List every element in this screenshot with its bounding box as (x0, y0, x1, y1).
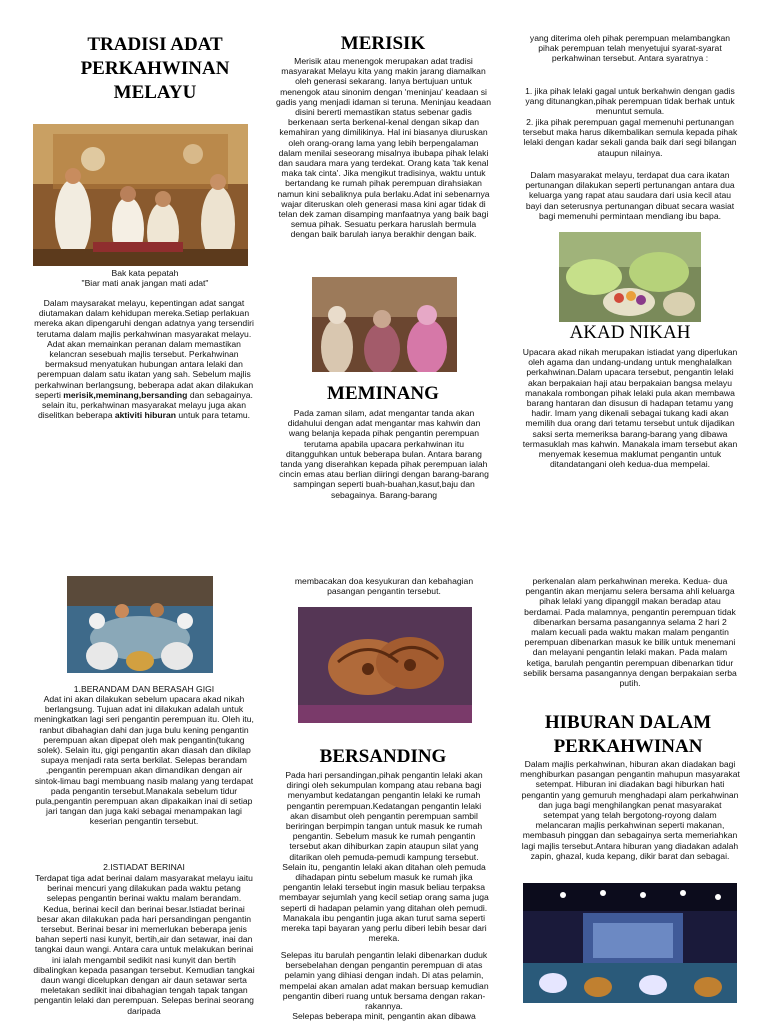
intro-text-d: untuk para tetamu. (176, 410, 251, 421)
berandam-ceremony-photo (67, 576, 213, 673)
henna-hands-photo (298, 607, 472, 723)
bersanding-paragraph-3: Selepas beberapa minit, pengantin akan dibawa (292, 1011, 476, 1021)
wedding-couple-photo (33, 124, 248, 266)
hiburan-title: HIBURAN DALAM PERKAHWINAN (544, 712, 712, 757)
hantaran-gifts-photo (559, 232, 701, 322)
main-title: TRADISI ADAT PERKAHWINAN MELAYU (80, 34, 230, 103)
berinai-heading: 2.ISTIADAT BERINAI (103, 862, 185, 872)
hiburan-paragraph: Dalam majlis perkahwinan, hiburan akan diadakan bagi menghiburkan pasangan pengantin mahupun masyarakat setempat. Hiburan ini diadakan bagi hiburkan hati pengantin yang gemuruh menghadapi alam perkahwinan dan juga bagi menghilangkan penat masyarakat setempat yang telah bergotong-royong dalam melancaran majlis perkahwinan seperti makanan, membasuh pinggan dan sebagainya serta memeriahkan lagi majlis tersebut.Antara hiburan yang diadakan adalah zapin, ghazal, kuda kepang, dikir barat dan sebagai. (520, 759, 740, 861)
caption-quote: "Biar mati anak jangan mati adat" (81, 278, 209, 289)
reception-hall-photo (523, 883, 737, 1003)
intro-text-a: Dalam maysarakat melayu, kepentingan adat sangat diutamakan dalam kehidupan mereka.Setiap perlakuan mereka akan dipengaruhi dengan adatnya yang tersendiri terutama dalam majlis perkahwinan masyarakat melayu. Adat akan memainkan peranan dalam memastikan kelancran sesebuah majlis tersebut. Perkahwinan bermaksud menyatukan hubungan antara lelaki dan perempuan dalam satu ikatan yang sah. Sebelum majlis perkahwinan berlangsung, beberapa adat akan dilakukan seperti (34, 298, 254, 400)
syarat-rule-2: 2. jika pihak perempuan gagal memenuhi pertunangan tersebut maka harus dikembalikan semula kepada pihak lelaki dengan kadar sekali ganda baik dari segi bilangan ataupun nilainya. (522, 117, 738, 158)
meminang-title: MEMINANG (327, 383, 439, 404)
meminang-paragraph: Pada zaman silam, adat mengantar tanda akan didahului dengan adat mengantar mas kahwin dan wang belanja kepada pihak pengantin perempuan terutama apabila upacara perkahwinan itu ditangguhkan untuk beberapa bulan. Antara barang tanda yang diserahkan kepada pihak perempuan ialah cincin emas atau berlian diiringi dengan barang-barang sampingan seperti buah-buahan,kasut,baju dan sebagainya. Barang-barang (279, 408, 489, 500)
bersanding-paragraph-1: Pada hari persandingan,pihak pengantin lelaki akan diringi oleh sekumpulan kompang atau rebana bagi menyambut kedatangan pengantin lelaki ke rumah pengantin perempuan.Kedatangan pengantin lelaki akan disambut oleh pengantin perempuan sambil beriringan berpimpin tangan untuk masuk ke rumah pengantin. Sebelum masuk ke rumah pengantin tersebut akan dihiburkan zapin ataupun silat yang ditarikan oleh pemuda-pemudi kampung tersebut. Selain itu, pengantin lelaki akan ditahan oleh pemuda dihadapan pintu sebelum masuk ke rumah jika pengantin lelaki tersebut ingin masuk beliau terpaksa membayar sejumlah yang kecil setiap orang sama juga seperti di hadapan pelamin yang ditahan oleh pemudi. Manakala ibu pengantin juga akan turut sama seperti mereka tapi bayaran yang perlu diberi lebih besar dari mereka. (279, 770, 489, 944)
photo-caption (40, 268, 250, 288)
intro-text-c: dan sebagainya. selain itu, perkahwinan masyarakat melayu juga akan diselitkan beberapa (37, 389, 253, 421)
berandam-heading: 1.BERANDAM DAN BERASAH GIGI (73, 684, 215, 694)
akad-nikah-title: AKAD NIKAH (569, 322, 691, 343)
caption-line: Bak kata pepatah (111, 268, 179, 278)
bersanding-paragraph-2: Selepas itu barulah pengantin lelaki dibenarkan duduk bersebelahan dengan pengantin perempuan di atas pelamin yang dihiasi dengan indah. Di atas pelamin, mempelai akan amalan adat makan bersuap kemudian pengantin diberi ruang untuk bersama dengan rakan-rakannya. (279, 950, 489, 1012)
pertunangan-paragraph: Dalam masyarakat melayu, terdapat dua cara ikatan pertunangan dilakukan seperti pertunangan antara dua keluarga yang rapat atau saudara dari usia kecil atau bayi dan seterusnya pertunangan dibuat secara wasiat bagi memenuhi permintaan mendiang ibu bapa. (525, 170, 735, 221)
merisik-title: MERISIK (340, 33, 426, 54)
syarat-intro: yang diterima oleh pihak perempuan melambangkan pihak perempuan telah menyetujui syarat-syarat perkahwinan tersebut. Antara syaratnya : (529, 33, 731, 64)
syarat-rule-1: 1. jika pihak lelaki gagal untuk berkahwin dengan gadis yang ditunangkan,pihak perempuan tidak berhak untuk menuntut semula. (525, 86, 735, 117)
merisik-paragraph: Merisik atau menengok merupakan adat tradisi masyarakat Melayu kita yang makin jarang diamalkan oleh generasi sekarang. Ianya bertujuan untuk menengok atau sinonim dengan 'meninjau' keadaan si gadis yang menjadi idaman si teruna. Meninjau keadaan disini bererti memastikan status sebenar gadis berkenaan serta berkenal-kenal dengan sikap dan kemahiran yang dimilikinya. Hal ini biasanya diuruskan oleh orang-orang lama yang lebih berpengalaman dalam menilai seseorang misalnya ibubapa pihak lelaki dan saudara mara yang terdekat. Orang kata 'tak kenal maka tak cinta'. Jika mengikut tradisinya, waktu untuk bertandang ke rumah pihak perempuan dirahsiakan namun kini sebaliknya pula berlaku.Adat ini sebenarnya wajar diteruskan oleh generasi masa kini agar tidak di telan dek zaman disamping manfaatnya yang baik bagi semua pihak. Sesuatu perkara haruslah bermula dengan baik barulah ianya berakhir dengan baik. (276, 56, 491, 240)
doa-intro: membacakan doa kesyukuran dan kebahagian pasangan pengantin tersebut. (294, 576, 474, 597)
bersanding-title: BERSANDING (319, 746, 447, 767)
intro-paragraph (33, 298, 255, 420)
intro-bold-hiburan: aktiviti hiburan (114, 410, 176, 421)
akad-nikah-paragraph: Upacara akad nikah merupakan istiadat yang diperlukan oleh agama dan undang-undang untuk menghalalkan perkahwinan.Dalam upacara tersebut, pengantin lelaki akan berpakaian haji atau berpakaian bangsa melayu manakala rombongan pihak lelaki pula akan membawa barang hantaran dan disusun di hadapan tetamu yang hadir. Imam yang dikenali sebagai tukang kadi akan memilih dua orang dari tetamu tersebut untuk dijadikan saksi serta memeriksa barang-barang yang dibawa termasuklah mas kahwin. Manakala imam tersebut akan menyemak kesemua maklumat pengantin untuk ditandatangani oleh kedua-dua mempelai. (522, 347, 738, 470)
berinai-paragraph: Terdapat tiga adat berinai dalam masyarakat melayu iaitu berinai mencuri yang dilakukan pada waktu petang selepas pengantin berinai waktu malam berandam. Kedua, berinai kecil dan berinai besar.Istiadat berinai besar akan dilakukan pada hari persandingan pengantin tersebut. Berinai besar ini memerlukan beberapa jenis bahan seperti nasi kunyit, bertih,air dan setawar, inai dan tangkai daun wangi. Antara cara untuk melakukan berinai ini ialah mengambil sedikit nasi kunyit dan bertih dibalingkan kepada pasangan tersebut. Kemudian tangkai daun wangi dicelupkan dengan air daun setawar serta meletakan sedikit inai dibahagian tengah tapak tangan pengantin lelaki dan perempuan. Selepas berinai seorang daripada (33, 873, 255, 1016)
makan-beradap-paragraph: perkenalan alam perkahwinan mereka. Kedua- dua pengantin akan menjamu selera bersama ahli keluarga pihak lelaki yang dipanggil makan beradap atau berdamai. Pada malamnya, pengantin perempuan tidak dibenarkan bersama pasangannya selama 2 hari 2 malam kecuali pada waktu makan malam pengantin perempuan dibenarkan masuk ke bilik untuk menemani dan melayani pengantin lelaki makan. Pada malam ketiga, barulah pengantin perempuan dibenarkan tidur sebilik bersama pasangannya dengan berpakaian serba putih. (523, 576, 737, 689)
intro-bold-adat: merisik,meminang,bersanding (63, 389, 188, 400)
meminang-women-photo (312, 277, 457, 372)
berandam-paragraph: Adat ini akan dilakukan sebelum upacara akad nikah berlangsung. Tujuan adat ini dilakukan adalah untuk meningkatkan lagi seri pengantin perempuan itu. Oleh itu, ranbut dibahagian dahi dan juga bulu kening pengantin perempuan akan dipepat oleh mak pengantin(tukang solek). Selain itu, gigi pengantin akan diasah dan dikilap supaya menjadi rata serta berkilat. Selepas berandam ,pengantin perempuan akan dimandikan dengan air sintok-limau bagi membuang nasib malang yang terdapat pada pengantin tersebut.Manakala sebelum tidur pula,pengantin perempuan akan dipakaikan inai di setiap jari tangan dan juga kaki sebagai menampakan lagi keserian pengantin tersebut. (34, 694, 254, 827)
